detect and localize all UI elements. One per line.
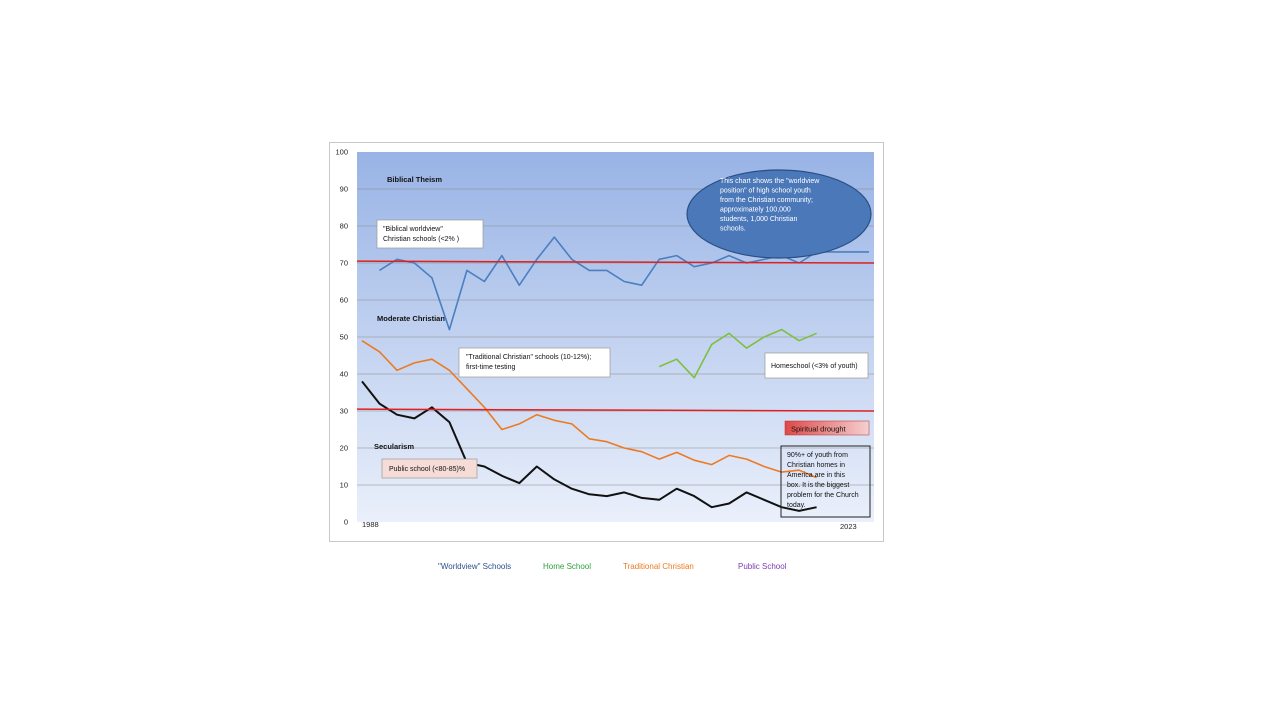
y-tick-label: 60 xyxy=(339,295,348,305)
biblical-worldview-text-1: "Biblical worldview" xyxy=(383,226,443,233)
y-tick-label: 100 xyxy=(335,147,348,157)
y-tick-label: 20 xyxy=(339,443,348,453)
info-ellipse-text: This chart shows the "worldview position" of high school youth from the Christian community; approximately 100,000 students, 1,000 Christian schools. xyxy=(720,178,820,233)
zone-label-biblical-theism: Biblical Theism xyxy=(387,175,443,184)
x-tick-label-start: 1988 xyxy=(362,520,379,529)
x-tick-label-end: 2023 xyxy=(840,522,857,531)
y-tick-label: 0 xyxy=(343,517,348,527)
homeschool-text: Homeschool (<3% of youth) xyxy=(771,363,858,370)
worldview-chart xyxy=(330,143,885,543)
y-tick-label: 90 xyxy=(339,184,348,194)
y-tick-label: 50 xyxy=(339,332,348,342)
y-tick-label: 40 xyxy=(339,369,348,379)
biblical-worldview-box xyxy=(377,220,483,248)
y-axis-ticks xyxy=(335,148,348,527)
y-tick-label: 80 xyxy=(339,221,348,231)
spiritual-drought-text: Spiritual drought xyxy=(791,424,846,434)
legend-item: Public School xyxy=(738,562,787,571)
chart-frame xyxy=(329,142,884,542)
y-tick-label: 10 xyxy=(339,480,348,490)
y-tick-label: 70 xyxy=(339,258,348,268)
zone-label-secularism: Secularism xyxy=(374,442,415,451)
legend-item: Home School xyxy=(543,562,592,571)
legend-item: Traditional Christian xyxy=(623,562,694,571)
biblical-worldview-text-2: Christian schools (<2% ) xyxy=(383,236,460,243)
public-school-text: Public school (<80-85)% xyxy=(389,466,466,473)
traditional-christian-text-2: first-time testing xyxy=(466,364,516,371)
traditional-christian-box xyxy=(459,348,610,377)
youth-box-text: 90%+ of youth from Christian homes in America are in this box. It is the biggest problem for the Church today. xyxy=(787,452,859,509)
traditional-christian-text-1: "Traditional Christian" schools (10-12%); xyxy=(466,354,592,361)
zone-label-moderate-christian: Moderate Christian xyxy=(377,314,445,323)
legend-item: "Worldview" Schools xyxy=(438,562,512,571)
y-tick-label: 30 xyxy=(339,406,348,416)
